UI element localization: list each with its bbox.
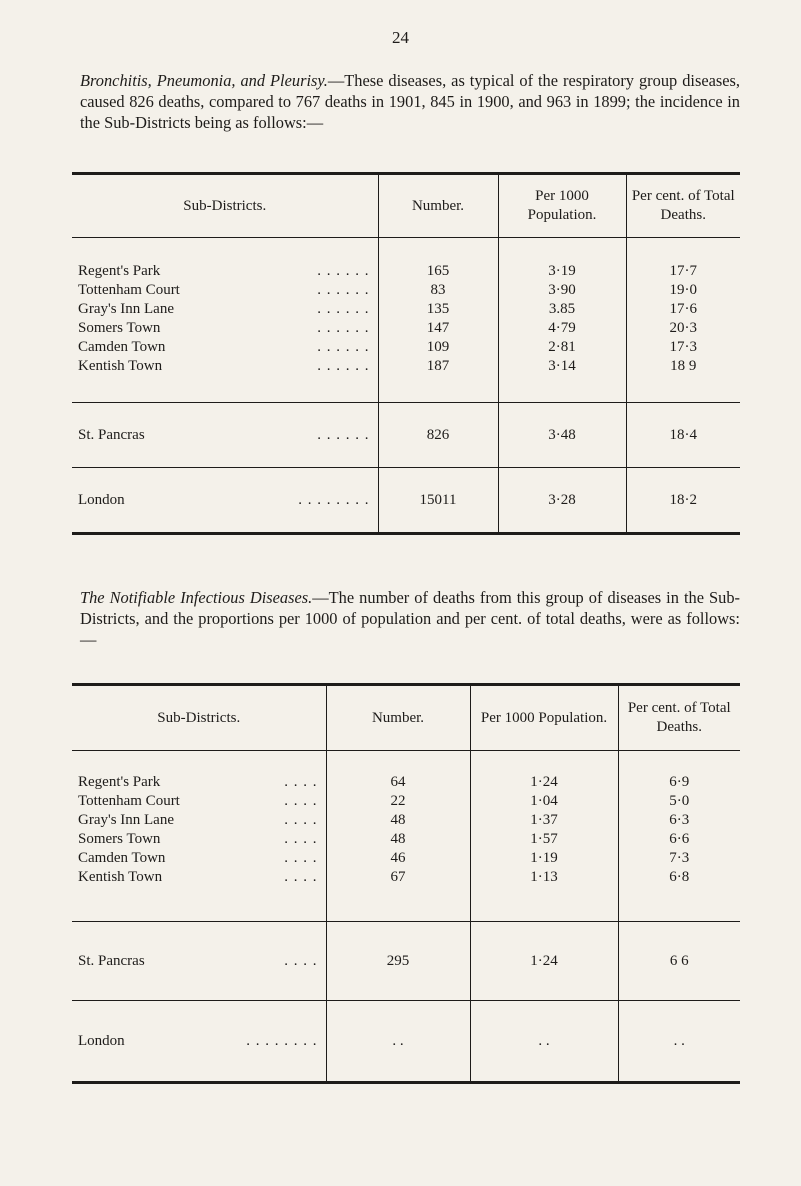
section1-paragraph	[80, 70, 740, 133]
section2-text: —The number of deaths from this group of diseases in the Sub-Districts, and the proportions per 1000 of population and per cent. of total deaths, were as follows:—	[80, 588, 740, 649]
row-rate: 1·24	[470, 922, 618, 1001]
leader-dots: . . . .	[284, 774, 318, 790]
row-pct: 17·6	[626, 300, 740, 319]
row-pct: 5·0	[618, 792, 740, 811]
header-per-1000: Per 1000 Population.	[498, 174, 626, 238]
row-pct: 17·3	[626, 338, 740, 357]
header-number: Number.	[326, 685, 470, 751]
leader-dots: . . . . . .	[317, 301, 370, 317]
row-rate: 1·24	[470, 751, 618, 793]
row-number: 48	[326, 830, 470, 849]
total-row	[72, 403, 740, 468]
row-pct: 6·9	[618, 751, 740, 793]
row-rate: 2·81	[498, 338, 626, 357]
leader-dots: . . . .	[284, 869, 318, 885]
row-rate: 3.85	[498, 300, 626, 319]
leader-dots: . . . . . .	[317, 358, 370, 374]
row-name: Tottenham Court	[78, 793, 180, 809]
row-number: 295	[326, 922, 470, 1001]
leader-dots: . . . . . . . .	[246, 1032, 318, 1049]
table-row	[72, 357, 740, 403]
leader-dots: . . . .	[284, 831, 318, 847]
table-row	[72, 319, 740, 338]
header-per-cent: Per cent. of Total Deaths.	[626, 174, 740, 238]
leader-dots: . . . . . .	[317, 320, 370, 336]
row-name: Gray's Inn Lane	[78, 301, 174, 317]
section1-text: —These diseases, as typical of the respiratory group diseases, caused 826 deaths, compared to 767 deaths in 1901, 845 in 1900, and 963 in 1899; the incidence in the Sub-Districts being as follows:—	[80, 71, 741, 132]
page-number: 24	[392, 28, 409, 47]
header-per-1000: Per 1000 Population.	[470, 685, 618, 751]
leader-dots: . . . .	[284, 952, 318, 969]
row-pct: 17·7	[626, 238, 740, 282]
row-rate: 1·37	[470, 811, 618, 830]
row-rate: 1·13	[470, 868, 618, 922]
table-row	[72, 792, 740, 811]
row-rate: 1·57	[470, 830, 618, 849]
row-name: Tottenham Court	[78, 282, 180, 298]
leader-dots: . . . . . . . .	[298, 491, 370, 508]
table-row	[72, 281, 740, 300]
london-row	[72, 468, 740, 534]
row-number: 15011	[378, 468, 498, 534]
header-sub-districts: Sub-Districts.	[72, 174, 378, 238]
leader-dots: . . . .	[284, 850, 318, 866]
row-number: . .	[326, 1001, 470, 1083]
row-pct: 18 9	[626, 357, 740, 403]
row-rate: 3·90	[498, 281, 626, 300]
row-rate: 3·48	[498, 403, 626, 468]
row-name: Kentish Town	[78, 358, 163, 374]
row-rate: 1·19	[470, 849, 618, 868]
row-pct: 18·2	[626, 468, 740, 534]
leader-dots: . . . . . .	[317, 339, 370, 355]
row-name: Camden Town	[78, 339, 166, 355]
row-number: 826	[378, 403, 498, 468]
row-pct: 19·0	[626, 281, 740, 300]
row-number: 165	[378, 238, 498, 282]
row-name: Regent's Park	[78, 774, 161, 790]
row-name: London	[78, 491, 125, 508]
row-pct: 6·3	[618, 811, 740, 830]
header-sub-districts: Sub-Districts.	[72, 685, 326, 751]
row-name: St. Pancras	[78, 426, 145, 443]
row-number: 135	[378, 300, 498, 319]
leader-dots: . . . . . .	[317, 282, 370, 298]
row-pct: 20·3	[626, 319, 740, 338]
row-name: Somers Town	[78, 831, 161, 847]
row-number: 67	[326, 868, 470, 922]
table-row	[72, 849, 740, 868]
row-number: 147	[378, 319, 498, 338]
header-number: Number.	[378, 174, 498, 238]
row-name: Camden Town	[78, 850, 166, 866]
row-number: 83	[378, 281, 498, 300]
row-name: St. Pancras	[78, 952, 145, 969]
row-name: Kentish Town	[78, 869, 163, 885]
row-name: Somers Town	[78, 320, 161, 336]
row-pct: 6·8	[618, 868, 740, 922]
leader-dots: . . . .	[284, 812, 318, 828]
table-header-row	[72, 174, 740, 238]
london-row	[72, 1001, 740, 1083]
row-rate: 3·19	[498, 238, 626, 282]
row-number: 187	[378, 357, 498, 403]
row-rate: 3·14	[498, 357, 626, 403]
leader-dots: . . . . . .	[317, 263, 370, 279]
row-rate: . .	[470, 1001, 618, 1083]
leader-dots: . . . . . .	[317, 426, 370, 443]
row-rate: 1·04	[470, 792, 618, 811]
row-name: London	[78, 1032, 125, 1049]
row-number: 109	[378, 338, 498, 357]
total-row	[72, 922, 740, 1001]
table-row	[72, 868, 740, 922]
row-rate: 3·28	[498, 468, 626, 534]
row-rate: 4·79	[498, 319, 626, 338]
row-pct: 7·3	[618, 849, 740, 868]
leader-dots: . . . .	[284, 793, 318, 809]
row-pct: 6 6	[618, 922, 740, 1001]
row-pct: 6·6	[618, 830, 740, 849]
section1-heading: Bronchitis, Pneumonia, and Pleurisy.	[80, 71, 328, 90]
table-row	[72, 338, 740, 357]
row-number: 22	[326, 792, 470, 811]
table-row	[72, 811, 740, 830]
row-name: Gray's Inn Lane	[78, 812, 174, 828]
header-per-cent: Per cent. of Total Deaths.	[618, 685, 740, 751]
table-row	[72, 300, 740, 319]
row-number: 48	[326, 811, 470, 830]
row-number: 64	[326, 751, 470, 793]
section2-paragraph	[80, 587, 740, 650]
row-name: Regent's Park	[78, 263, 161, 279]
table-row	[72, 830, 740, 849]
table-row	[72, 238, 740, 282]
row-number: 46	[326, 849, 470, 868]
row-pct: . .	[618, 1001, 740, 1083]
table-header-row	[72, 685, 740, 751]
table-bronchitis	[72, 172, 740, 535]
table-row	[72, 751, 740, 793]
table-notifiable-diseases	[72, 683, 740, 1084]
section2-heading: The Notifiable Infectious Diseases.	[80, 588, 313, 607]
row-pct: 18·4	[626, 403, 740, 468]
